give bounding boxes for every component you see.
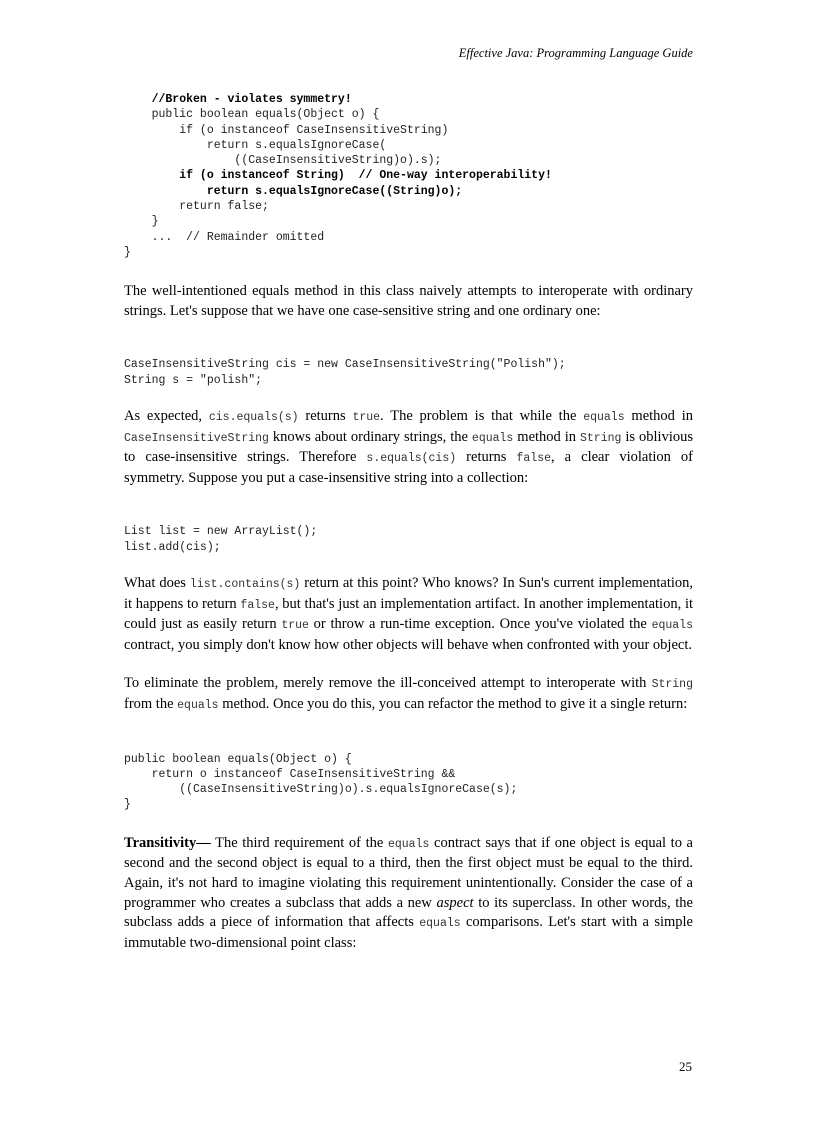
code-lines: public boolean equals(Object o) { if (o instanceof CaseInsensitiveString) return s.equalsIgnoreCase( ((CaseInsensitiveString)o).s);: [151, 108, 449, 168]
code-block-broken-equals: [124, 92, 693, 260]
code-lines-end: return false; } ... // Remainder omitted }: [124, 200, 325, 259]
paragraph-2: As expected, cis.equals(s) returns true. The problem is that while the equals method in CaseInsensitiveString knows about ordinary strings, the equals method in String is oblivious to case-insensitive strings. Therefore s.equals(cis) returns false, a clear violation of symmetry. Suppose you put a case-insensitive string into a collection:: [124, 408, 694, 486]
page-number: 25: [679, 1059, 692, 1074]
code-block-refactored-equals: public boolean equals(Object o) { return o instanceof CaseInsensitiveString && ((CaseInsensitiveString)o).s.equalsIgnoreCase(s); }: [124, 752, 518, 812]
code-bold-lines: if (o instanceof String) // One-way interoperability! return s.equalsIgnoreCase((String)o);: [179, 169, 552, 198]
page-body: [124, 92, 693, 953]
paragraph-3: What does list.contains(s) return at this point? Who knows? In Sun's current implementation, it happens to return false, but that's just an implementation artifact. In another implementation, it could just as easily return true or throw a run-time exception. Once you've violated the equals contract, you simply don't know how other objects will behave when confronted with your object.: [124, 575, 694, 653]
code-block-cis: CaseInsensitiveString cis = new CaseInsensitiveString("Polish"); String s = "polish";: [124, 358, 566, 387]
paragraph-5: Transitivity— The third requirement of the equals contract says that if one object is equal to a second and the second object is equal to a third, then the first object must be equal to the third. Again, it's not hard to imagine violating this requirement unintentionally. Consider the case of a programmer who creates a subclass that adds a new aspect to its superclass. In other words, the subclass adds a piece of information that affects equals comparisons. Let's start with a simple immutable two-dimensional point class:: [124, 834, 693, 951]
paragraph-1: The well-intentioned equals method in this class naively attempts to interoperate with ordinary strings. Let's suppose that we have one case-sensitive string and one ordinary one:: [124, 283, 693, 319]
paragraph-4: To eliminate the problem, merely remove the ill-conceived attempt to interoperate with String from the equals method. Once you do this, you can refactor the method to give it a single return:: [124, 675, 693, 712]
code-block-list: List list = new ArrayList(); list.add(cis);: [124, 525, 318, 554]
running-header: Effective Java: Programming Language Guide: [458, 46, 693, 60]
code-comment-line: //Broken - violates symmetry!: [124, 93, 352, 106]
